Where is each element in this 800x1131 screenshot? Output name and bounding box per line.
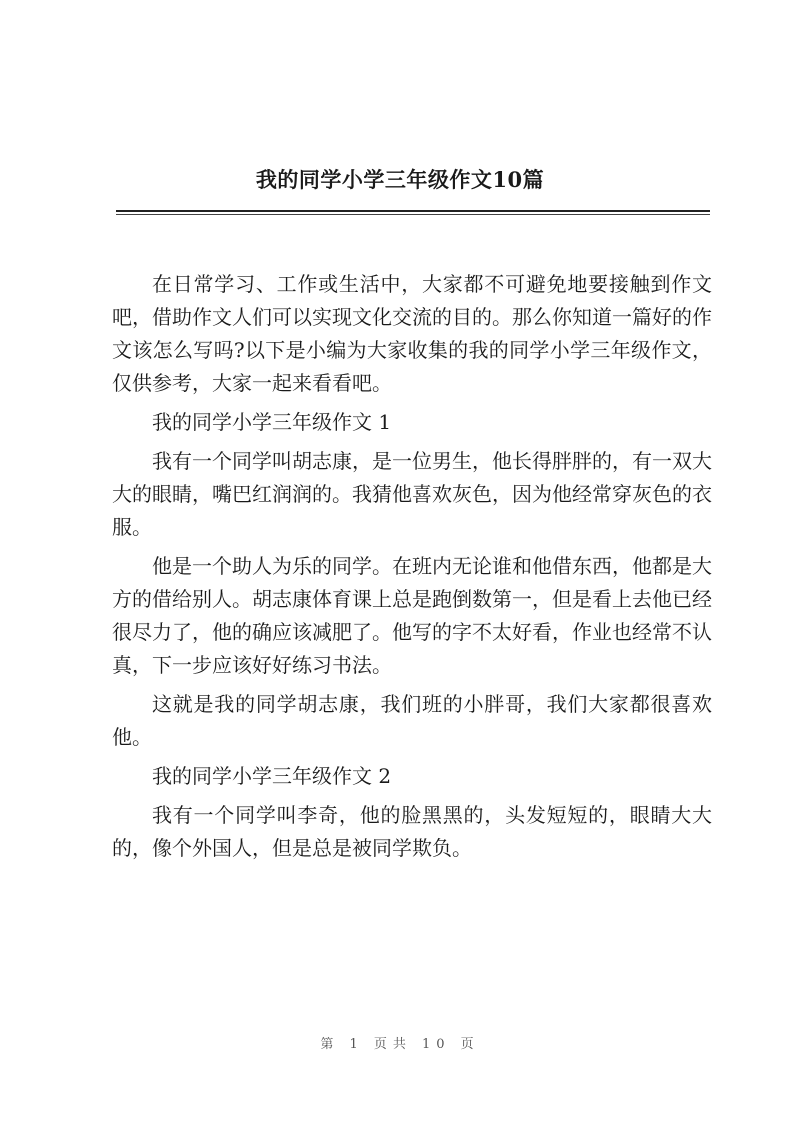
essay-1-paragraph-1: 我有一个同学叫胡志康，是一位男生，他长得胖胖的，有一双大大的眼睛，嘴巴红润润的。我猜他喜欢灰色，因为他经常穿灰色的衣服。 [112, 449, 712, 539]
essay-2-heading: 我的同学小学三年级作文 2 [152, 764, 392, 788]
essay-1-paragraph-2: 他是一个助人为乐的同学。在班内无论谁和他借东西，他都是大方的借给别人。胡志康体育课上总是跑倒数第一，但是看上去他已经很尽力了，他的确应该减肥了。他写的字不太好看，作业也经常不认真，下一步应该好好练习书法。 [112, 554, 712, 677]
title-underline [116, 210, 710, 212]
essay-1-paragraph-3: 这就是我的同学胡志康，我们班的小胖哥，我们大家都很喜欢他。 [112, 692, 712, 749]
document-title: 我的同学小学三年级作文10篇 [255, 167, 545, 192]
essay-1-heading: 我的同学小学三年级作文 1 [152, 410, 392, 434]
document-body [112, 268, 712, 871]
page-number-footer: 第 1 页共 10 页 [320, 1037, 480, 1052]
title-underline-thin [116, 214, 710, 215]
essay-2-paragraph-1: 我有一个同学叫李奇，他的脸黑黑的，头发短短的，眼睛大大的，像个外国人，但是总是被同学欺负。 [112, 803, 712, 860]
intro-paragraph: 在日常学习、工作或生活中，大家都不可避免地要接触到作文吧，借助作文人们可以实现文化交流的目的。那么你知道一篇好的作文该怎么写吗?以下是小编为大家收集的我的同学小学三年级作文，仅供参考，大家一起来看看吧。 [112, 272, 712, 395]
